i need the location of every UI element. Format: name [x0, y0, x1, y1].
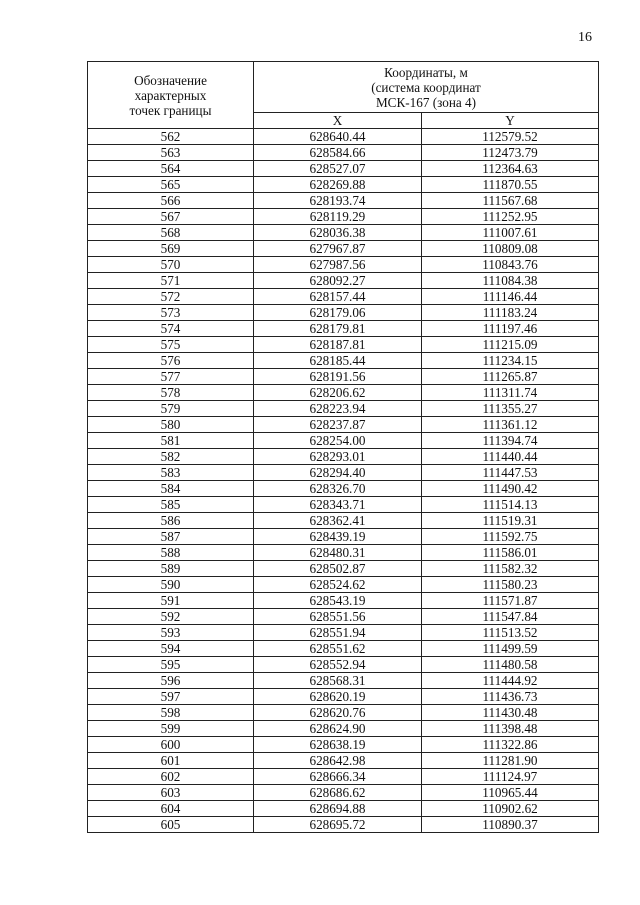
point-id-cell: 581: [88, 433, 254, 449]
x-coordinate-cell: 628293.01: [254, 449, 422, 465]
x-coordinate-cell: 628620.19: [254, 689, 422, 705]
point-id-cell: 573: [88, 305, 254, 321]
header-point-line: Обозначение: [134, 72, 207, 88]
point-id-cell: 570: [88, 257, 254, 273]
y-coordinate-cell: 111311.74: [422, 385, 599, 401]
x-coordinate-cell: 628119.29: [254, 209, 422, 225]
table-row: [88, 561, 599, 577]
point-id-cell: 563: [88, 145, 254, 161]
table-row: [88, 753, 599, 769]
table-row: [88, 161, 599, 177]
y-coordinate-cell: 111394.74: [422, 433, 599, 449]
x-coordinate-cell: 628552.94: [254, 657, 422, 673]
y-coordinate-cell: 111447.53: [422, 465, 599, 481]
header-x: X: [254, 113, 422, 129]
x-coordinate-cell: 628695.72: [254, 817, 422, 833]
x-coordinate-cell: 628584.66: [254, 145, 422, 161]
x-coordinate-cell: 628543.19: [254, 593, 422, 609]
table-row: [88, 289, 599, 305]
x-coordinate-cell: 628223.94: [254, 401, 422, 417]
table-row: [88, 385, 599, 401]
x-coordinate-cell: 628624.90: [254, 721, 422, 737]
point-id-cell: 568: [88, 225, 254, 241]
header-coordinates-line: (система координат: [371, 79, 481, 95]
table-row: [88, 353, 599, 369]
y-coordinate-cell: 111444.92: [422, 673, 599, 689]
point-id-cell: 599: [88, 721, 254, 737]
x-coordinate-cell: 628666.34: [254, 769, 422, 785]
table-row: [88, 529, 599, 545]
point-id-cell: 597: [88, 689, 254, 705]
y-coordinate-cell: 111215.09: [422, 337, 599, 353]
table-header: [88, 62, 599, 129]
y-coordinate-cell: 111183.24: [422, 305, 599, 321]
y-coordinate-cell: 111265.87: [422, 369, 599, 385]
y-coordinate-cell: 112579.52: [422, 129, 599, 145]
table-row: [88, 481, 599, 497]
table-row: [88, 625, 599, 641]
y-coordinate-cell: 111586.01: [422, 545, 599, 561]
x-coordinate-cell: 627987.56: [254, 257, 422, 273]
y-coordinate-cell: 111436.73: [422, 689, 599, 705]
x-coordinate-cell: 628642.98: [254, 753, 422, 769]
y-coordinate-cell: 110890.37: [422, 817, 599, 833]
point-id-cell: 591: [88, 593, 254, 609]
point-id-cell: 585: [88, 497, 254, 513]
point-id-cell: 584: [88, 481, 254, 497]
x-coordinate-cell: 628524.62: [254, 577, 422, 593]
x-coordinate-cell: 628551.62: [254, 641, 422, 657]
point-id-cell: 583: [88, 465, 254, 481]
y-coordinate-cell: 111361.12: [422, 417, 599, 433]
table-row: [88, 273, 599, 289]
y-coordinate-cell: 111398.48: [422, 721, 599, 737]
point-id-cell: 594: [88, 641, 254, 657]
y-coordinate-cell: 111490.42: [422, 481, 599, 497]
point-id-cell: 575: [88, 337, 254, 353]
x-coordinate-cell: 627967.87: [254, 241, 422, 257]
table-row: [88, 417, 599, 433]
point-id-cell: 577: [88, 369, 254, 385]
header-coordinates-line: МСК-167 (зона 4): [375, 94, 477, 110]
x-coordinate-cell: 628326.70: [254, 481, 422, 497]
table-row: [88, 337, 599, 353]
header-point-designation: [88, 62, 254, 129]
table-row: [88, 321, 599, 337]
x-coordinate-cell: 628179.81: [254, 321, 422, 337]
y-coordinate-cell: 111355.27: [422, 401, 599, 417]
y-coordinate-cell: 111430.48: [422, 705, 599, 721]
y-coordinate-cell: 110902.62: [422, 801, 599, 817]
table-row: [88, 513, 599, 529]
y-coordinate-cell: 111580.23: [422, 577, 599, 593]
x-coordinate-cell: 628551.56: [254, 609, 422, 625]
point-id-cell: 576: [88, 353, 254, 369]
table-row: [88, 241, 599, 257]
table-body: [88, 129, 599, 833]
y-coordinate-cell: 111582.32: [422, 561, 599, 577]
y-coordinate-cell: 112473.79: [422, 145, 599, 161]
y-coordinate-cell: 111567.68: [422, 193, 599, 209]
table-row: [88, 193, 599, 209]
table-row: [88, 769, 599, 785]
x-coordinate-cell: 628343.71: [254, 497, 422, 513]
y-coordinate-cell: 111870.55: [422, 177, 599, 193]
y-coordinate-cell: 111234.15: [422, 353, 599, 369]
x-coordinate-cell: 628620.76: [254, 705, 422, 721]
point-id-cell: 588: [88, 545, 254, 561]
y-coordinate-cell: 111197.46: [422, 321, 599, 337]
x-coordinate-cell: 628185.44: [254, 353, 422, 369]
x-coordinate-cell: 628036.38: [254, 225, 422, 241]
x-coordinate-cell: 628527.07: [254, 161, 422, 177]
table-row: [88, 801, 599, 817]
y-coordinate-cell: 111499.59: [422, 641, 599, 657]
table-row: [88, 641, 599, 657]
point-id-cell: 578: [88, 385, 254, 401]
table-row: [88, 401, 599, 417]
point-id-cell: 603: [88, 785, 254, 801]
point-id-cell: 574: [88, 321, 254, 337]
x-coordinate-cell: 628237.87: [254, 417, 422, 433]
point-id-cell: 580: [88, 417, 254, 433]
table-row: [88, 449, 599, 465]
x-coordinate-cell: 628502.87: [254, 561, 422, 577]
table-row: [88, 497, 599, 513]
x-coordinate-cell: 628206.62: [254, 385, 422, 401]
table-row: [88, 225, 599, 241]
point-id-cell: 571: [88, 273, 254, 289]
y-coordinate-cell: 111514.13: [422, 497, 599, 513]
header-coordinates-line: Координаты, м: [384, 64, 468, 80]
x-coordinate-cell: 628191.56: [254, 369, 422, 385]
point-id-cell: 602: [88, 769, 254, 785]
point-id-cell: 605: [88, 817, 254, 833]
point-id-cell: 562: [88, 129, 254, 145]
table-row: [88, 465, 599, 481]
x-coordinate-cell: 628179.06: [254, 305, 422, 321]
y-coordinate-cell: 111440.44: [422, 449, 599, 465]
x-coordinate-cell: 628640.44: [254, 129, 422, 145]
table-row: [88, 673, 599, 689]
point-id-cell: 601: [88, 753, 254, 769]
point-id-cell: 596: [88, 673, 254, 689]
x-coordinate-cell: 628254.00: [254, 433, 422, 449]
point-id-cell: 604: [88, 801, 254, 817]
table-row: [88, 209, 599, 225]
y-coordinate-cell: 111252.95: [422, 209, 599, 225]
y-coordinate-cell: 111146.44: [422, 289, 599, 305]
x-coordinate-cell: 628568.31: [254, 673, 422, 689]
table-row: [88, 785, 599, 801]
x-coordinate-cell: 628694.88: [254, 801, 422, 817]
x-coordinate-cell: 628638.19: [254, 737, 422, 753]
point-id-cell: 565: [88, 177, 254, 193]
table-row: [88, 721, 599, 737]
point-id-cell: 593: [88, 625, 254, 641]
y-coordinate-cell: 110809.08: [422, 241, 599, 257]
y-coordinate-cell: 111547.84: [422, 609, 599, 625]
table-row: [88, 545, 599, 561]
x-coordinate-cell: 628269.88: [254, 177, 422, 193]
x-coordinate-cell: 628193.74: [254, 193, 422, 209]
header-coordinates: [254, 62, 599, 113]
header-y: Y: [422, 113, 599, 129]
page-number: 16: [578, 30, 592, 45]
point-id-cell: 595: [88, 657, 254, 673]
y-coordinate-cell: 111281.90: [422, 753, 599, 769]
table-row: [88, 737, 599, 753]
x-coordinate-cell: 628187.81: [254, 337, 422, 353]
point-id-cell: 600: [88, 737, 254, 753]
table-row: [88, 705, 599, 721]
point-id-cell: 592: [88, 609, 254, 625]
point-id-cell: 582: [88, 449, 254, 465]
y-coordinate-cell: 111007.61: [422, 225, 599, 241]
y-coordinate-cell: 111322.86: [422, 737, 599, 753]
point-id-cell: 589: [88, 561, 254, 577]
point-id-cell: 590: [88, 577, 254, 593]
table-row: [88, 609, 599, 625]
point-id-cell: 572: [88, 289, 254, 305]
point-id-cell: 567: [88, 209, 254, 225]
table-row: [88, 257, 599, 273]
x-coordinate-cell: 628092.27: [254, 273, 422, 289]
y-coordinate-cell: 111592.75: [422, 529, 599, 545]
table-row: [88, 129, 599, 145]
table-row: [88, 369, 599, 385]
x-coordinate-cell: 628480.31: [254, 545, 422, 561]
table-row: [88, 657, 599, 673]
point-id-cell: 586: [88, 513, 254, 529]
point-id-cell: 566: [88, 193, 254, 209]
x-coordinate-cell: 628157.44: [254, 289, 422, 305]
y-coordinate-cell: 111084.38: [422, 273, 599, 289]
table-row: [88, 689, 599, 705]
table-row: [88, 145, 599, 161]
y-coordinate-cell: 111571.87: [422, 593, 599, 609]
header-point-line: точек границы: [129, 102, 212, 118]
y-coordinate-cell: 111124.97: [422, 769, 599, 785]
header-point-line: характерных: [134, 87, 207, 103]
table-row: [88, 305, 599, 321]
point-id-cell: 579: [88, 401, 254, 417]
table-row: [88, 433, 599, 449]
y-coordinate-cell: 111513.52: [422, 625, 599, 641]
y-coordinate-cell: 112364.63: [422, 161, 599, 177]
point-id-cell: 564: [88, 161, 254, 177]
table-row: [88, 177, 599, 193]
y-coordinate-cell: 111519.31: [422, 513, 599, 529]
x-coordinate-cell: 628294.40: [254, 465, 422, 481]
x-coordinate-cell: 628686.62: [254, 785, 422, 801]
y-coordinate-cell: 110843.76: [422, 257, 599, 273]
x-coordinate-cell: 628551.94: [254, 625, 422, 641]
x-coordinate-cell: 628439.19: [254, 529, 422, 545]
y-coordinate-cell: 111480.58: [422, 657, 599, 673]
table-row: [88, 577, 599, 593]
point-id-cell: 569: [88, 241, 254, 257]
x-coordinate-cell: 628362.41: [254, 513, 422, 529]
coordinates-table: [87, 61, 599, 833]
y-coordinate-cell: 110965.44: [422, 785, 599, 801]
table-row: [88, 817, 599, 833]
table-row: [88, 593, 599, 609]
point-id-cell: 598: [88, 705, 254, 721]
point-id-cell: 587: [88, 529, 254, 545]
